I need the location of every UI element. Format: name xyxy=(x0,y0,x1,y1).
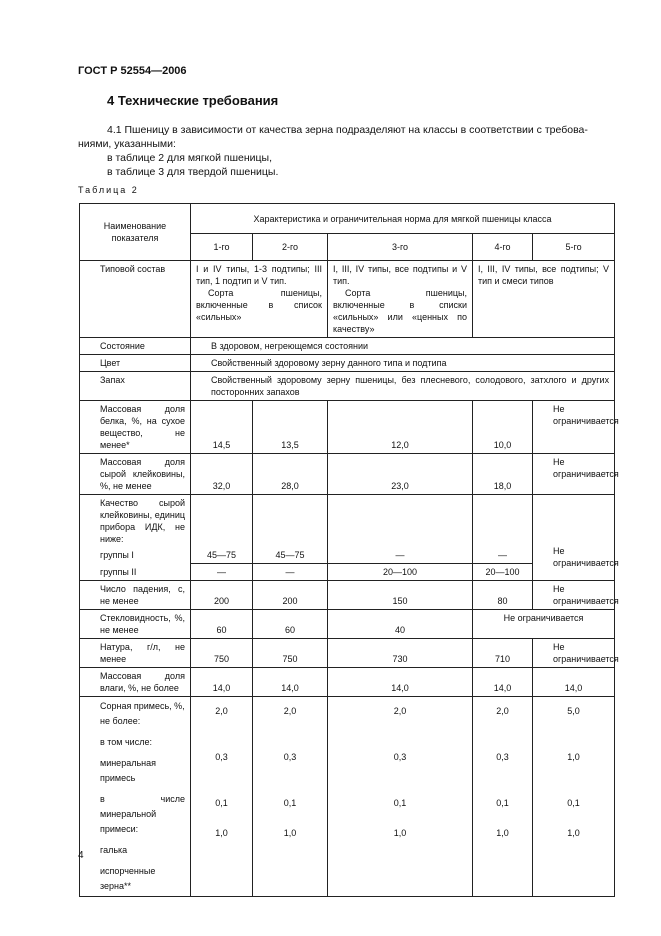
cell: Свойственный здоровому зерну данного типа и подтипа xyxy=(191,355,615,372)
row-label: Натура, г/л, не менее xyxy=(80,639,191,668)
table-header-row xyxy=(80,204,615,234)
cell: 14,0 xyxy=(473,668,533,697)
cell: 13,5 xyxy=(253,401,328,454)
row-label: Запах xyxy=(80,372,191,401)
cell: 45—75 xyxy=(191,547,253,564)
row-label-text: в том числе: xyxy=(100,737,152,747)
table-row xyxy=(80,401,615,454)
cell-value: 0,1 xyxy=(393,798,407,808)
table-row xyxy=(80,495,615,548)
cell: — xyxy=(328,547,473,564)
cell: В здоровом, негреющемся состоянии xyxy=(191,338,615,355)
table-row xyxy=(80,610,615,639)
cell: — xyxy=(191,564,253,581)
cell xyxy=(473,495,533,548)
cell: 710 xyxy=(473,639,533,668)
cell: 23,0 xyxy=(328,454,473,495)
row-label xyxy=(80,697,191,897)
cell: 80 xyxy=(473,581,533,610)
header-class-5: 5-го xyxy=(533,234,615,261)
row-label: Стекловидность, %, не менее xyxy=(80,610,191,639)
paragraph-line: 4.1 Пшеницу в зависимости от качества зерна подразделяют на классы в соответствии с требова- xyxy=(107,124,588,136)
cell: 150 xyxy=(328,581,473,610)
section-title: 4 Технические требования xyxy=(107,93,279,108)
cell: 200 xyxy=(253,581,328,610)
cell xyxy=(328,495,473,548)
row-label: Типовой состав xyxy=(80,261,191,338)
row-label-text: минеральная примесь xyxy=(100,758,156,783)
header-class-2: 2-го xyxy=(253,234,328,261)
cell: Не ограничивается xyxy=(533,454,615,495)
cell-value: 0,1 xyxy=(496,798,509,808)
cell-text: Сорта пшеницы, включенные в списки «сильных» или «ценных по качеству» xyxy=(333,288,467,334)
cell: Не ограничивается xyxy=(533,581,615,610)
cell: 14,5 xyxy=(191,401,253,454)
table-row xyxy=(80,454,615,495)
table-row xyxy=(80,668,615,697)
cell: 60 xyxy=(253,610,328,639)
cell: Не ограничивается xyxy=(533,401,615,454)
table-row xyxy=(80,261,615,338)
header-class-1: 1-го xyxy=(191,234,253,261)
cell-value: 0,3 xyxy=(283,752,297,762)
row-label: Массовая доля сырой клейковины, %, не менее xyxy=(80,454,191,495)
table-row xyxy=(80,355,615,372)
cell-value: 0,1 xyxy=(215,798,228,808)
header-class-3: 3-го xyxy=(328,234,473,261)
row-label-text: в числе минеральной примеси: xyxy=(100,794,185,834)
cell: 20—100 xyxy=(328,564,473,581)
cell: 14,0 xyxy=(191,668,253,697)
cell-text: Сорта пшеницы, включенные в список «сильных» xyxy=(196,288,322,322)
cell: Не ограничивается xyxy=(473,610,615,639)
cell-text: I, III, IV типы, все подтипы и V тип. xyxy=(333,264,467,286)
row-label-text: Сорная примесь, %, не более: xyxy=(100,701,185,726)
cell: 40 xyxy=(328,610,473,639)
cell-value: 1,0 xyxy=(567,828,580,838)
cell: 730 xyxy=(328,639,473,668)
paragraph-line: в таблице 2 для мягкой пшеницы, xyxy=(107,152,272,164)
cell: 750 xyxy=(191,639,253,668)
cell: — xyxy=(253,564,328,581)
cell-value: 1,0 xyxy=(496,828,509,838)
table-caption: Таблица 2 xyxy=(78,185,139,195)
cell-value: 5,0 xyxy=(567,706,580,716)
cell-value: 2,0 xyxy=(283,706,297,716)
cell: 14,0 xyxy=(253,668,328,697)
row-label-text: галька xyxy=(100,845,128,855)
cell xyxy=(533,697,615,897)
cell: 14,0 xyxy=(328,668,473,697)
table-row xyxy=(80,639,615,668)
row-label: Состояние xyxy=(80,338,191,355)
cell: 45—75 xyxy=(253,547,328,564)
cell: Не ограничивается xyxy=(533,639,615,668)
cell-value: 0,1 xyxy=(283,798,297,808)
table-row xyxy=(80,372,615,401)
header-class-group: Характеристика и ограничительная норма для мягкой пшеницы класса xyxy=(191,204,615,234)
cell-value: 0,3 xyxy=(215,752,228,762)
cell: — xyxy=(473,547,533,564)
cell xyxy=(253,697,328,897)
cell: 28,0 xyxy=(253,454,328,495)
document-header: ГОСТ Р 52554—2006 xyxy=(78,65,187,77)
table-row xyxy=(80,338,615,355)
header-class-4: 4-го xyxy=(473,234,533,261)
paragraph-line: ниями, указанными: xyxy=(78,138,176,150)
row-label: Цвет xyxy=(80,355,191,372)
table-row xyxy=(80,697,615,897)
cell: 10,0 xyxy=(473,401,533,454)
cell: 14,0 xyxy=(533,668,615,697)
cell-value: 1,0 xyxy=(567,752,580,762)
cell xyxy=(473,697,533,897)
cell xyxy=(191,697,253,897)
row-label: Массовая доля белка, %, на сухое вещество, не менее* xyxy=(80,401,191,454)
cell-value: 1,0 xyxy=(393,828,407,838)
cell-value: 1,0 xyxy=(283,828,297,838)
cell: 750 xyxy=(253,639,328,668)
cell: I, III, IV типы, все подтипы; V тип и смеси типов xyxy=(473,261,615,338)
header-indicator-name: Наименование показателя xyxy=(80,204,191,261)
cell-value: 2,0 xyxy=(393,706,407,716)
row-label: группы I xyxy=(80,547,191,564)
cell: Свойственный здоровому зерну пшеницы, без плесневого, солодового, затхлого и других посторонних запахов xyxy=(191,372,615,401)
row-label-text: испорченные зерна** xyxy=(100,866,156,891)
cell: 18,0 xyxy=(473,454,533,495)
cell-text: I и IV типы, 1-3 подтипы; III тип, 1 подтип и V тип. xyxy=(196,264,322,286)
page-number: 4 xyxy=(78,850,84,861)
row-label: группы II xyxy=(80,564,191,581)
cell: 200 xyxy=(191,581,253,610)
cell: 20—100 xyxy=(473,564,533,581)
cell xyxy=(191,495,253,548)
row-label: Число падения, с, не менее xyxy=(80,581,191,610)
row-label: Массовая доля влаги, %, не более xyxy=(80,668,191,697)
requirements-table xyxy=(79,203,619,897)
cell: 32,0 xyxy=(191,454,253,495)
table-row xyxy=(80,581,615,610)
cell: 12,0 xyxy=(328,401,473,454)
cell-value: 2,0 xyxy=(496,706,509,716)
cell xyxy=(328,697,473,897)
cell-value: 0,3 xyxy=(393,752,407,762)
cell-value: 2,0 xyxy=(215,706,228,716)
cell: Не ограничивается xyxy=(533,495,615,581)
cell xyxy=(191,261,328,338)
row-label: Качество сырой клейковины, единиц прибора ИДК, не ниже: xyxy=(80,495,191,548)
cell-value: 0,3 xyxy=(496,752,509,762)
cell-value: 0,1 xyxy=(567,798,580,808)
cell xyxy=(328,261,473,338)
cell xyxy=(253,495,328,548)
cell-value: 1,0 xyxy=(215,828,228,838)
cell: 60 xyxy=(191,610,253,639)
paragraph-line: в таблице 3 для твердой пшеницы. xyxy=(107,166,279,178)
